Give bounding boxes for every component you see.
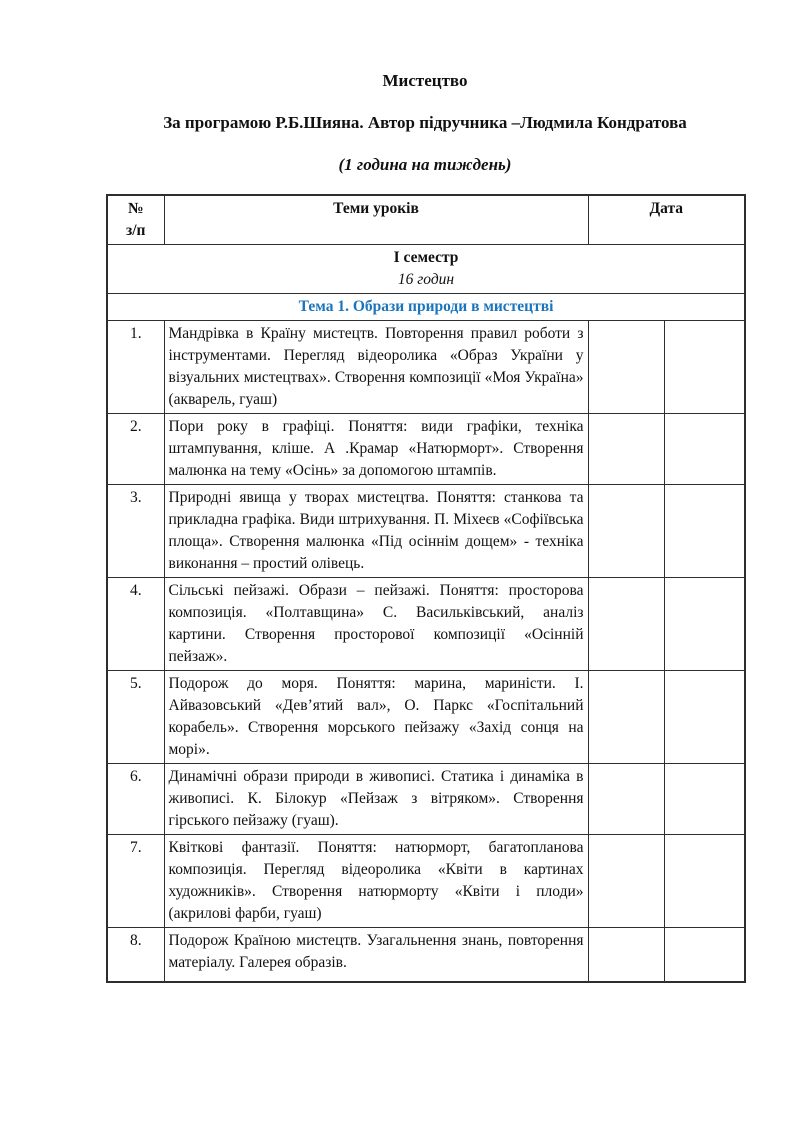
date-cell [588,835,664,928]
row-number: 4. [107,578,164,671]
header-topics: Теми уроків [164,195,588,245]
header-date: Дата [588,195,745,245]
date-cell [664,414,745,485]
table-row [107,485,745,578]
row-topic: Квіткові фантазії. Поняття: натюрморт, багатопланова композиція. Перегляд відеоролика «Квіти в картинах художників». Створення натюрморту «Квіти і плоди» (акрилові фарби, гуаш) [164,835,588,928]
row-number: 5. [107,671,164,764]
header-number [107,195,164,245]
row-topic: Динамічні образи природи в живописі. Статика і динаміка в живописі. К. Білокур «Пейзаж з вітряком». Створення гірського пейзажу (гуаш). [164,764,588,835]
row-number: 7. [107,835,164,928]
table-row [107,835,745,928]
theme-row [107,294,745,321]
table-header-row [107,195,745,245]
date-cell [588,578,664,671]
document-title: Мистецтво [382,71,468,90]
semester-hours: 16 годин [397,271,455,288]
row-topic: Мандрівка в Країну мистецтв. Повторення правил роботи з інструментами. Перегляд відеоролика «Образ України у візуальних мистецтвах». Створення композиції «Моя Україна» (акварель, гуаш) [164,321,588,414]
date-cell [664,764,745,835]
table-row [107,671,745,764]
date-cell [664,835,745,928]
table-row [107,414,745,485]
date-cell [664,321,745,414]
row-number: 2. [107,414,164,485]
table-row [107,928,745,982]
row-topic: Пори року в графіці. Поняття: види графіки, техніка штампування, кліше. А .Крамар «Натюрморт». Створення малюнка на тему «Осінь» за допомогою штампів. [164,414,588,485]
row-number: 6. [107,764,164,835]
table-row [107,578,745,671]
row-number: 8. [107,928,164,982]
date-cell [588,485,664,578]
semester-row [107,245,745,294]
header-number-line1: № [127,200,144,217]
date-cell [588,764,664,835]
program-subtitle: За програмою Р.Б.Шияна. Автор підручника –Людмила Кондратова [163,113,687,132]
curriculum-table [106,194,746,983]
date-cell [664,928,745,982]
date-cell [588,414,664,485]
weekly-hours-note: (1 година на тиждень) [338,155,512,174]
row-number: 1. [107,321,164,414]
date-cell [588,928,664,982]
table-row [107,321,745,414]
row-number: 3. [107,485,164,578]
table-row [107,764,745,835]
semester-title: І семестр [393,249,459,266]
date-cell [588,671,664,764]
date-cell [588,321,664,414]
date-cell [664,485,745,578]
row-topic: Подорож Країною мистецтв. Узагальнення знань, повторення матеріалу. Галерея образів. [164,928,588,982]
row-topic: Природні явища у творах мистецтва. Поняття: станкова та прикладна графіка. Види штрихування. П. Міхеєв «Софіївська площа». Створення малюнка «Під осіннім дощем» - техніка виконання – простий олівець. [164,485,588,578]
date-cell [664,671,745,764]
row-topic: Подорож до моря. Поняття: марина, мариністи. І. Айвазовський «Дев’ятий вал», О. Паркс «Госпітальний корабель». Створення морського пейзажу «Захід сонця на морі». [164,671,588,764]
row-topic: Сільські пейзажі. Образи – пейзажі. Поняття: просторова композиція. «Полтавщина» С. Васильківський, аналіз картини. Створення просторової композиції «Осінній пейзаж». [164,578,588,671]
theme-row-title: Тема 1. Образи природи в мистецтві [107,294,745,321]
semester-cell [107,245,745,294]
header-number-line2: з/п [126,222,146,239]
date-cell [664,578,745,671]
